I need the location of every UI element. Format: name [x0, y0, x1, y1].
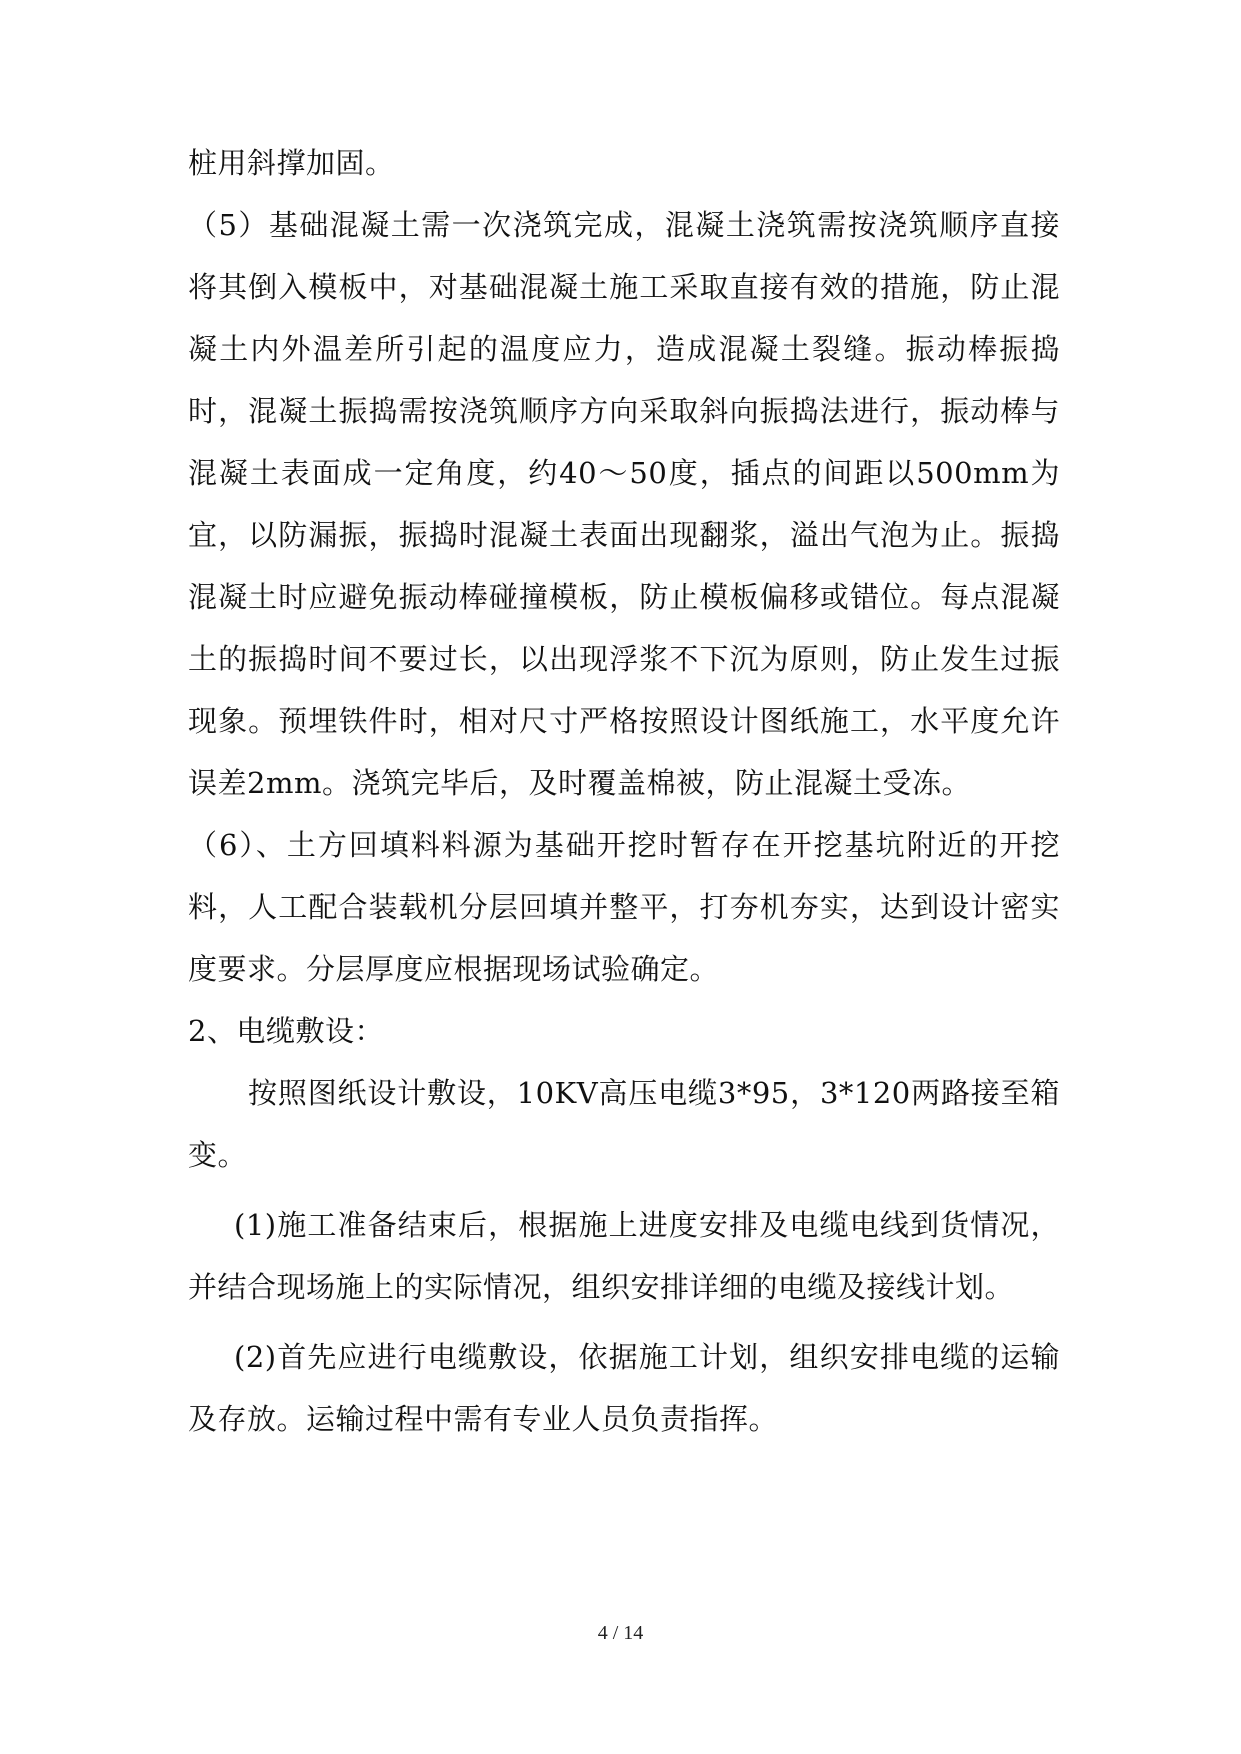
paragraph-continuation: 桩用斜撑加固。: [188, 146, 395, 180]
paragraph-step-6: （6）、土方回填料料源为基础开挖时暂存在开挖基坑附近的开挖料，人工配合装载机分层回填并整平，打夯机夯实，达到设计密实度要求。分层厚度应根据现场试验确定。: [188, 828, 1060, 986]
page-number: 4 / 14: [597, 1622, 644, 1644]
section-heading-cable-laying: 2、电缆敷设：: [188, 1014, 384, 1048]
paragraph-cable-step-1: (1)施工准备结束后，根据施上进度安排及电缆电线到货情况，并结合现场施上的实际情况，组织安排详细的电缆及接线计划。: [188, 1208, 1060, 1304]
paragraph-cable-intro: 按照图纸设计敷设，10KV高压电缆3*95，3*120两路接至箱变。: [188, 1076, 1060, 1172]
paragraph-cable-step-2: (2)首先应进行电缆敷设，依据施工计划，组织安排电缆的运输及存放。运输过程中需有专业人员负责指挥。: [188, 1340, 1060, 1436]
body-text: [188, 132, 1060, 1450]
paragraph-step-5: （5）基础混凝土需一次浇筑完成，混凝土浇筑需按浇筑顺序直接将其倒入模板中，对基础混凝土施工采取直接有效的措施，防止混凝土内外温差所引起的温度应力，造成混凝土裂缝。振动棒振捣时，混凝土振捣需按浇筑顺序方向采取斜向振捣法进行，振动棒与混凝土表面成一定角度，约40～50度，插点的间距以500mm为宜，以防漏振，振捣时混凝土表面出现翻浆，溢出气泡为止。振捣混凝土时应避免振动棒碰撞模板，防止模板偏移或错位。每点混凝土的振捣时间不要过长，以出现浮浆不下沉为原则，防止发生过振现象。预埋铁件时，相对尺寸严格按照设计图纸施工，水平度允许误差2mm。浇筑完毕后，及时覆盖棉被，防止混凝土受冻。: [188, 208, 1060, 800]
